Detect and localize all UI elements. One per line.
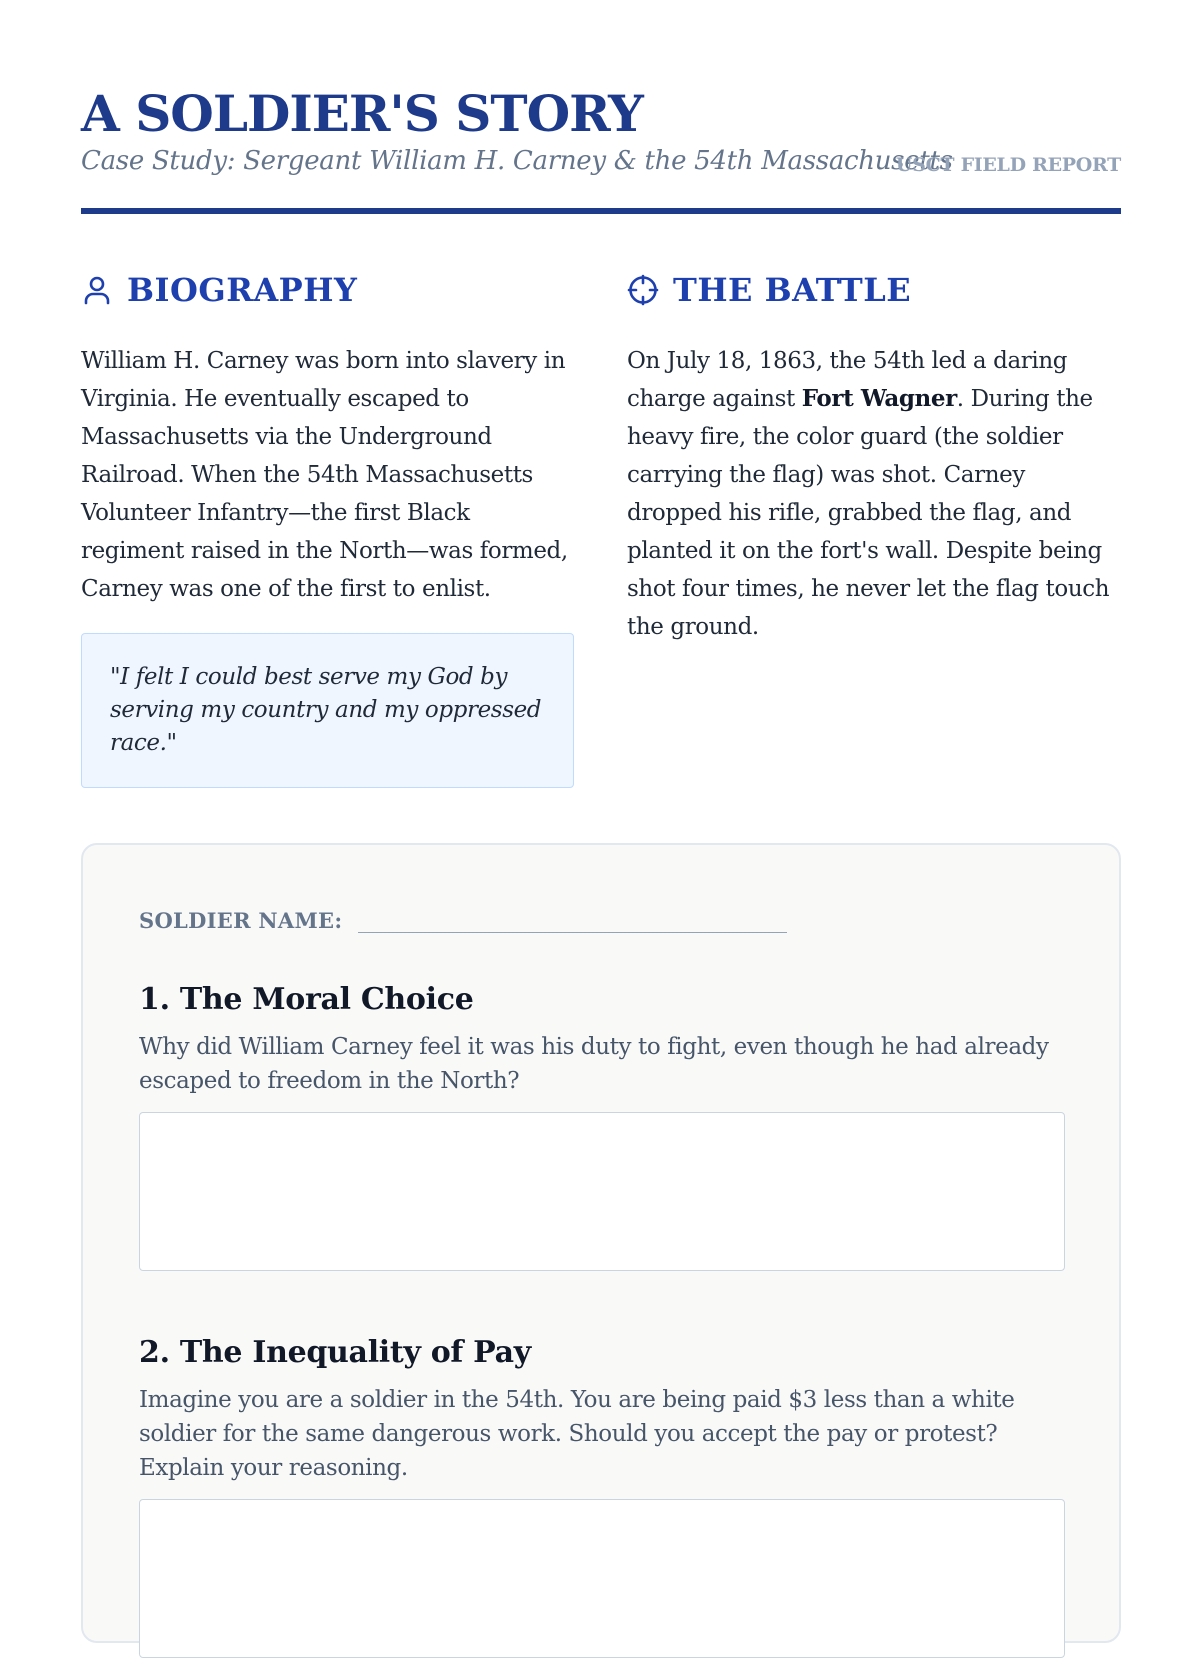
report-tag: USCT FIELD REPORT: [895, 154, 1121, 176]
battle-text-part: . During the heavy fire, the color guard (the soldier carrying the flag) was shot. Carney dropped his rifle, grabbed the flag, and planted it on the fort's wall. Despite being shot four times, he never let the flag touch the ground.: [627, 386, 1110, 640]
answer-field-1[interactable]: [139, 1112, 1065, 1271]
answer-field-2[interactable]: [139, 1499, 1065, 1658]
quote-text: "I felt I could best serve my God by serving my country and my oppressed race.": [110, 664, 542, 756]
page-header: [81, 0, 1121, 215]
biography-text: William H. Carney was born into slavery in Virginia. He eventually escaped to Massachusetts via the Underground Railroad. When the 54th Massachusetts Volunteer Infantry—the first Black regiment raised in the North—was formed, Carney was one of the first to enlist.: [81, 348, 568, 602]
worksheet-page: [81, 0, 1121, 1481]
biography-heading: BIOGRAPHY: [127, 271, 358, 309]
question-title: 1. The Moral Choice: [139, 982, 474, 1017]
soldier-name-label: SOLDIER NAME:: [139, 908, 343, 933]
question-prompt: Imagine you are a soldier in the 54th. You are being paid $3 less than a white soldier for the same dangerous work. Should you accept the pay or protest? Explain your reasoning.: [139, 1387, 1015, 1481]
battle-section: [627, 265, 1120, 640]
battle-heading-row: [627, 265, 1120, 315]
soldier-name-row: [139, 906, 787, 933]
battle-heading: THE BATTLE: [673, 271, 912, 309]
carney-quote: [81, 633, 574, 788]
fort-wagner-emphasis: Fort Wagner: [801, 385, 957, 412]
question-2: [139, 1333, 1065, 1658]
biography-section: [81, 265, 574, 602]
battle-text-part: On July 18, 1863, the 54th led a daring charge against: [627, 348, 1068, 412]
page-title: A SOLDIER'S STORY: [81, 84, 643, 143]
question-prompt: Why did William Carney feel it was his duty to fight, even though he had already escaped to freedom in the North?: [139, 1034, 1049, 1094]
header-divider: [81, 208, 1121, 214]
question-1: [139, 980, 1065, 1271]
crosshair-icon: [627, 274, 659, 306]
person-icon: [81, 274, 113, 306]
battle-text: [627, 342, 1121, 646]
soldier-name-field[interactable]: [358, 906, 787, 933]
worksheet-card: [81, 843, 1121, 1643]
page-subtitle: Case Study: Sergeant William H. Carney & the 54th Massachusetts: [81, 146, 953, 176]
question-title: 2. The Inequality of Pay: [139, 1335, 531, 1370]
biography-heading-row: [81, 265, 574, 315]
